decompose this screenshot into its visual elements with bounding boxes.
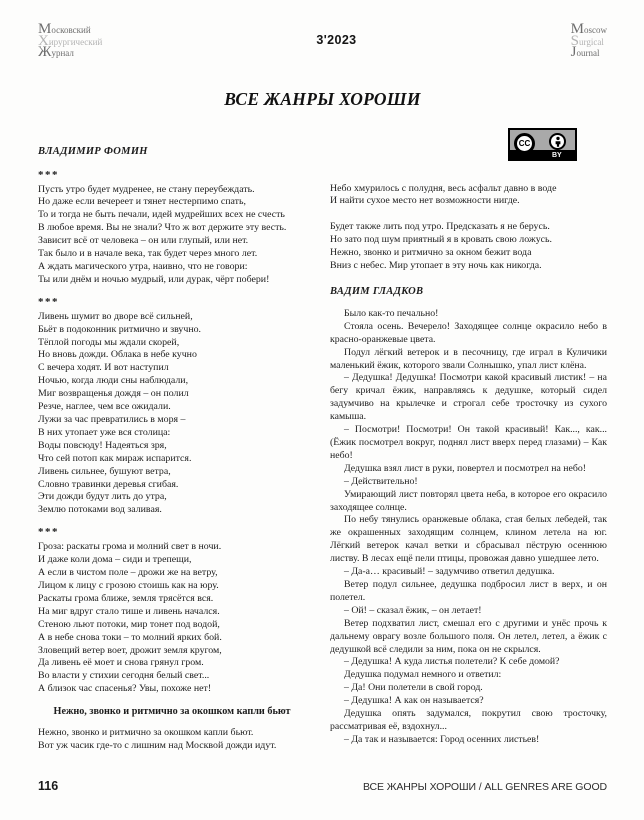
poem-line: Резче, наглее, чем все ожидали.: [38, 401, 171, 413]
logo-text: urgical: [579, 36, 604, 47]
poem-line: В них утопает уже вся столица:: [38, 426, 171, 438]
poem-line: Нежно, звонко и ритмично за окном бежит вода: [330, 247, 532, 259]
poem-separator: ***: [38, 526, 59, 539]
story-paragraph: – Дедушка! А как он называется?: [344, 695, 484, 707]
poem-line: Словно травинки деревья сгибая.: [38, 478, 179, 490]
poem-line: Лицом к лицу с грозою стоишь как на юру.: [38, 579, 219, 591]
journal-logo-en: [570, 21, 607, 60]
story-paragraph: По небу тянулись оранжевые облака, стая белых лебедей, так же окрашенных заходящим солнцем, клином летела на юг. Лёгкий ветерок качал ветки и сбрасывал пёструю осеннюю листву. В лесах ещё пели птицы, провожая давно ушедшее лето.: [330, 514, 607, 565]
poem-line: Лужи за час превратились в моря –: [38, 414, 186, 425]
page-footer: [38, 779, 607, 793]
running-title: ВСЕ ЖАНРЫ ХОРОШИ / ALL GENRES ARE GOOD: [362, 781, 607, 793]
poem-line: И даже коли дома – сиди и трепещи,: [38, 554, 192, 566]
logo-drop-cap: Ж: [38, 44, 52, 60]
logo-drop-cap: М: [38, 21, 52, 37]
cc-by-license-badge: [508, 128, 577, 161]
cc-icon: CC: [514, 133, 535, 154]
story-paragraph: Умирающий лист повторял цвета неба, в которое его окрасило заходящее солнце.: [330, 488, 607, 513]
poem-4-stanza-2: [330, 183, 607, 209]
logo-text: урнал: [51, 48, 74, 58]
poem-line: Нежно, звонко и ритмично за окошком капли бьют.: [38, 727, 254, 739]
story-paragraph: – Дедушка! А куда листья полетели? К себе домой?: [344, 656, 560, 668]
poem-4-title: Нежно, звонко и ритмично за окошком капли бьют: [53, 706, 291, 718]
poem-line: Землю потоками вод заливая.: [38, 504, 162, 516]
poem-line: И найти сухое место нет возможности нигде.: [330, 195, 520, 207]
page-number: 116: [38, 779, 59, 793]
story-paragraph: Ветер подул сильнее, дедушка подбросил лист в верх, и он полетел.: [330, 578, 607, 603]
poem-line: Вниз с небес. Мир утопает в эту ночь как никогда.: [330, 260, 542, 272]
right-column: [330, 170, 607, 766]
poem-line: Ты или днём и ночью мудрый, или дурак, чёрт побери!: [38, 273, 270, 285]
by-label: BY: [552, 152, 562, 159]
story-paragraph: – Действительно!: [344, 475, 418, 487]
story-text: [330, 308, 607, 747]
poem-line: На миг вдруг стало тише и ливень начался.: [38, 605, 220, 617]
poem-line: Миг возвращенья дождя – он полил: [38, 388, 189, 400]
poem-4-stanza-1: [38, 727, 306, 753]
person-icon: [549, 133, 566, 150]
poem-line: Стеною льют потоки, мир тонет под водой,: [38, 618, 220, 630]
logo-drop-cap: J: [570, 44, 577, 60]
poem-separator: ***: [38, 168, 59, 181]
story-paragraph: Дедушка подумал немного и ответил:: [344, 669, 502, 681]
story-paragraph: – Да так и называется: Город осенних листьев!: [344, 733, 540, 745]
poem-line: Зловещий ветер воет, дрожит земля кругом,: [38, 644, 222, 656]
poem-2: [38, 311, 306, 518]
story-paragraph: Ветер подхватил лист, смешал его с другими и унёс прочь к дальнему оврагу возле большого поля. Он летел, летел, а ёжик с дедушкой всё следили за ним, пока он не скрылся.: [330, 617, 607, 655]
poem-line: А ждать магического утра, наивно, что не говори:: [38, 260, 248, 272]
poem-line: А близок час спасенья? Увы, похоже нет!: [38, 683, 212, 695]
poem-4-stanza-3: [330, 221, 607, 273]
story-paragraph: Было как-то печально!: [344, 307, 439, 319]
two-column-layout: [38, 170, 607, 766]
poem-3: [38, 541, 306, 696]
story-paragraph: – Дедушка! Дедушка! Посмотри какой красивый листик! – на бегу кричал ёжик, направляясь к дедушке, который сидел задумчиво на крылечке и строгал себе тросточку из сухого камыша.: [330, 372, 607, 423]
poem-line: Что сей потоп как мираж испарится.: [38, 452, 192, 464]
poem-line: Вот уж часик где-то с лишним над Москвой дожди идут.: [38, 740, 277, 752]
poem-line: Но даже если вечереет и тянет нестерпимо спать,: [38, 196, 246, 208]
poem-line: Небо хмурилось с полудня, весь асфальт давно в воде: [330, 182, 557, 194]
poem-line: Гроза: раскаты грома и молний свет в ночи.: [38, 541, 222, 553]
logo-line: [38, 44, 102, 60]
poem-line: Тёплой погоды мы ждали скорей,: [38, 336, 180, 348]
poem-line: Воды повсюду! Надеяться зря,: [38, 439, 167, 451]
author-name-gladkov: ВАДИМ ГЛАДКОВ: [330, 285, 424, 297]
poem-line: Ночью, когда люди сны наблюдали,: [38, 375, 189, 387]
poem-line: Эти дожди будут лить до утра,: [38, 491, 167, 503]
issue-number: 3'2023: [316, 33, 357, 47]
poem-line: А в небе снова токи – то молний ярких бой.: [38, 631, 222, 643]
author-name-fomin: ВЛАДИМИР ФОМИН: [38, 145, 148, 157]
journal-logo-ru: [38, 21, 103, 60]
page-title: ВСЕ ЖАНРЫ ХОРОШИ: [224, 88, 421, 109]
poem-line: Да ливень её моет и снова грянул гром.: [38, 657, 204, 669]
poem-line: Но вновь дожди. Облака в небе кучно: [38, 349, 197, 361]
story-paragraph: Стояла осень. Вечерело! Заходящее солнце окрасило небо в красно-оранжевые цвета.: [330, 320, 607, 345]
logo-text: ournal: [576, 48, 600, 58]
logo-drop-cap: S: [570, 32, 579, 49]
poem-line: Бьёт в подоконник ритмично и звучно.: [38, 323, 202, 335]
poem-line: Так было и в начале века, так будет через много лет.: [38, 248, 258, 260]
story-paragraph: – Да-а… красивый! – задумчиво ответил дедушка.: [344, 566, 555, 578]
poem-line: Будет также лить под утро. Предсказать я не берусь.: [330, 221, 550, 233]
logo-text: oscow: [584, 25, 607, 35]
page-header: [38, 21, 607, 60]
poem-line: Ливень шумит во дворе всё сильней,: [38, 310, 193, 322]
poem-line: А если в чистом поле – дрожи же на ветру,: [38, 567, 218, 579]
poem-1: [38, 184, 306, 287]
poem-separator: ***: [38, 295, 59, 308]
poem-line: То и тогда не быть печали, идей мудрейших всех не счесть: [38, 209, 285, 221]
poem-line: Пусть утро будет мудренее, не стану переубеждать.: [38, 183, 255, 195]
logo-drop-cap: M: [570, 21, 584, 37]
poem-line: Но зато под шум приятный я в кровать свою ложусь.: [330, 234, 553, 246]
story-paragraph: Дедушка опять задумался, покрутил свою тросточку, рассматривая её, вздохнул...: [330, 708, 607, 732]
story-paragraph: – Да! Они полетели в свой город.: [344, 682, 483, 694]
poem-line: Во власти у стихии сегодня белый свет...: [38, 670, 210, 682]
poem-line: Зависит всё от человека – он или глупый, или нет.: [38, 235, 249, 247]
poem-line: Раскаты грома ближе, земля трясётся вся.: [38, 592, 214, 604]
logo-line: [570, 44, 607, 60]
poem-line: С вечера ходят. И вот наступил: [38, 362, 169, 374]
story-paragraph: Дедушка взял лист в руки, повертел и посмотрел на небо!: [344, 462, 587, 474]
logo-text: ирургический: [48, 36, 103, 47]
logo-text: осковский: [51, 25, 91, 35]
left-column: [38, 170, 306, 766]
logo-drop-cap: Х: [38, 32, 49, 49]
story-paragraph: – Ой! – сказал ёжик, – он летает!: [344, 604, 482, 616]
story-paragraph: Подул лёгкий ветерок и в песочницу, где играл в Куличики маленький ёжик, которого звали Солнышко, упал лист клёна.: [330, 346, 607, 371]
poem-line: Ливень сильнее, бушуют ветра,: [38, 465, 171, 477]
poem-line: В любое время. Вы не знали? Что ж вот держите эту весть.: [38, 222, 287, 234]
story-paragraph: – Посмотри! Посмотри! Он такой красивый! Как..., как... (Ёжик посмотрел вокруг, поднял лист вверх перед глазами) – Как небо!: [330, 424, 607, 461]
